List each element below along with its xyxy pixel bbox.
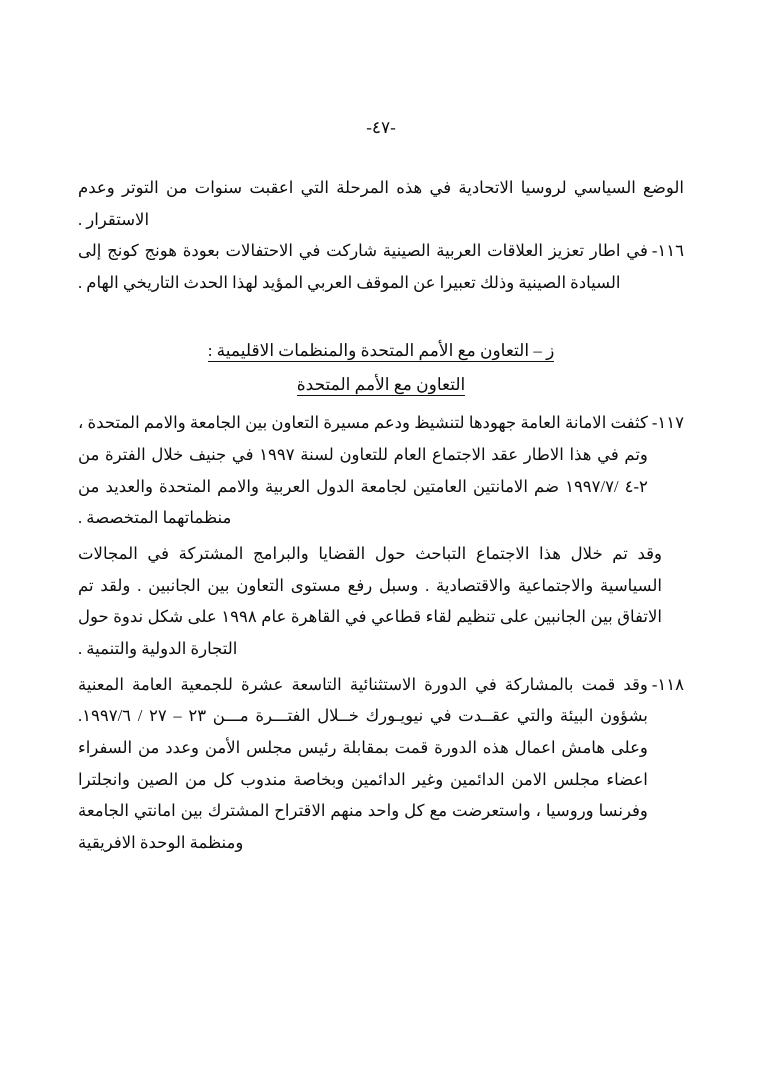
- paragraph-116: [78, 235, 684, 298]
- sub-heading: [78, 369, 684, 401]
- paragraph-text: في اطار تعزيز العلاقات العربية الصينية شاركت في الاحتفالات بعودة هونج كونج إلى السيادة الصينية وذلك تعبيرا عن الموقف العربي المؤيد لهذا الحدث التاريخي الهام .: [78, 241, 648, 293]
- sub-heading-text: التعاون مع الأمم المتحدة: [296, 374, 466, 394]
- section-heading-text: ز – التعاون مع الأمم المتحدة والمنظمات الاقليمية :: [207, 340, 555, 360]
- paragraph-marker: ١١٦-: [651, 241, 684, 261]
- paragraph-118: [78, 669, 684, 859]
- paragraph-text: كثفت الامانة العامة جهودها لتنشيظ ودعم مسيرة التعاون بين الجامعة والامم المتحدة ، وتم في هذا الاطار عقد الاجتماع العام للتعاون لسنة ١٩٩٧ في جنيف خلال الفترة من ٢-٤ /١٩٩٧/٧ ضم الامانتين العامتين لجامعة الدول العربية والامم المتحدة والعديد من منظماتهما المتخصصة .: [78, 413, 648, 528]
- paragraph-117: [78, 407, 684, 534]
- page-number: -٤٧-: [366, 118, 396, 137]
- paragraph-117-continuation: [78, 538, 684, 665]
- paragraph-marker: ١١٧-: [651, 413, 684, 433]
- paragraph-text: الوضع السياسي لروسيا الاتحادية في هذه المرحلة التي اعقبت سنوات من التوتر وعدم الاستقرار .: [78, 178, 684, 229]
- spacer: [78, 303, 684, 309]
- paragraph-continuation: [78, 172, 684, 235]
- paragraph-marker: ١١٨-: [651, 674, 684, 694]
- section-heading: [78, 335, 684, 367]
- paragraph-text: وقد قمت بالمشاركة في الدورة الاستثنائية التاسعة عشرة للجمعية العامة المعنية بشؤون البيئة والتي عقــدت في نيويـورك خــلال الفتـــرة مـــن ٢٣ – ٢٧ / ١٩٩٧/٦. وعلى هامش اعمال هذه الدورة قمت بمقابلة رئيس مجلس الأمن وعدد من السفراء اعضاء مجلس الامن الدائمين وغير الدائمين وبخاصة مندوب كل من الصين وانجلترا وفرنسا وروسيا ، واستعرضت مع كل واحد منهم الاقتراح المشترك بين امانتي الجامعة ومنظمة الوحدة الافريقية: [78, 674, 648, 853]
- paragraph-text: وقد تم خلال هذا الاجتماع التباحث حول القضايا والبرامج المشتركة في المجالات السياسية والاجتماعية والاقتصادية . وسبل رفع مستوى التعاون بين الجانبين . ولقد تم الاتفاق بين الجانبين على تنظيم لقاء قطاعي في القاهرة عام ١٩٩٨ على شكل ندوة حول التجارة الدولية والتنمية .: [78, 543, 662, 658]
